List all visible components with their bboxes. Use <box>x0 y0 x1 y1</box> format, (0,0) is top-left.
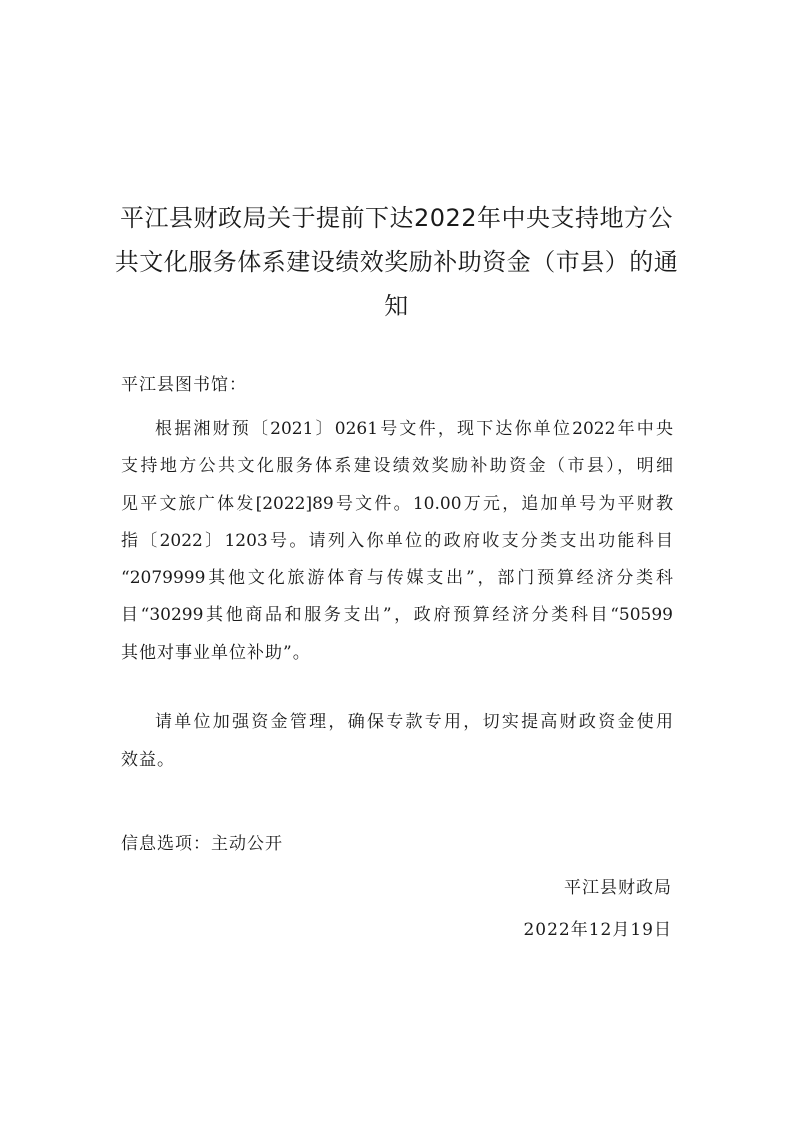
body-line: 效益。 <box>121 750 175 770</box>
body-line: 见平文旅广体发[2022]89号文件。10.00万元，追加单号为平财教 <box>121 494 673 514</box>
title-line: 知 <box>384 292 409 320</box>
signature: 平江县财政局 <box>564 878 672 898</box>
body-line: 目“30299其他商品和服务支出”，政府预算经济分类科目“50599 <box>121 605 673 625</box>
body-line: 根据湘财预〔2021〕0261号文件，现下达你单位2022年中央 <box>155 419 673 439</box>
disclosure-option: 信息选项：主动公开 <box>121 834 283 854</box>
body-line: 其他对事业单位补助”。 <box>121 643 311 663</box>
title-line: 平江县财政局关于提前下达2022年中央支持地方公 <box>119 204 674 232</box>
recipient: 平江县图书馆： <box>121 375 247 395</box>
document-title <box>100 196 693 328</box>
body-line: 请单位加强资金管理，确保专款专用，切实提高财政资金使用 <box>155 712 673 732</box>
document-date: 2022年12月19日 <box>523 920 672 940</box>
body-line: 支持地方公共文化服务体系建设绩效奖励补助资金（市县），明细 <box>121 456 673 476</box>
title-line: 共文化服务体系建设绩效奖励补助资金（市县）的通 <box>114 248 679 276</box>
body-line: 指〔2022〕1203号。请列入你单位的政府收支分类支出功能科目 <box>121 531 673 551</box>
body-line: “2079999其他文化旅游体育与传媒支出”，部门预算经济分类科 <box>121 568 673 588</box>
